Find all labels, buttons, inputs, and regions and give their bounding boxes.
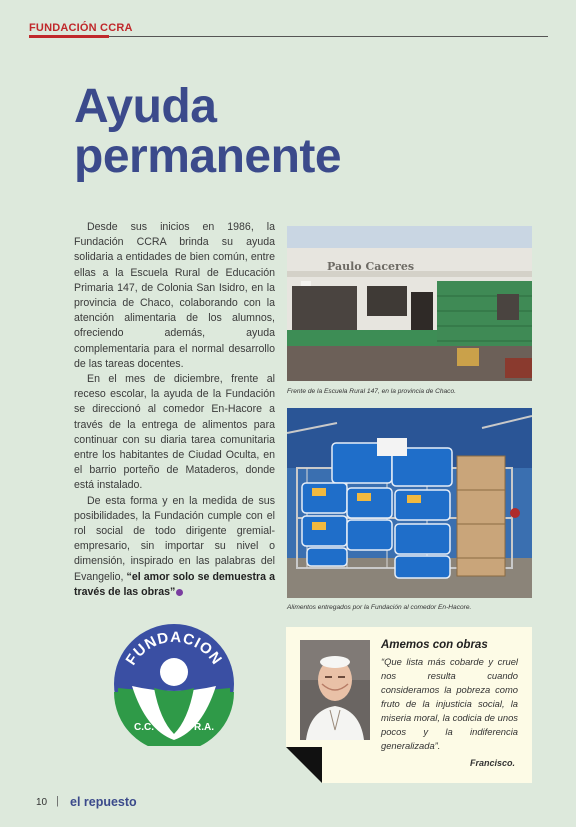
pope-francis-photo	[300, 640, 370, 740]
logo-left-text: C.C.	[134, 722, 154, 733]
section-rule-accent	[29, 35, 109, 38]
fundacion-ccra-logo	[112, 622, 236, 746]
paragraph-3	[74, 494, 275, 600]
school-caption: Frente de la Escuela Rural 147, en la provincia de Chaco.	[287, 388, 456, 395]
page-curl-corner	[286, 747, 322, 783]
logo-arc-text: FUNDACION	[122, 628, 226, 669]
title-line-2: permanente	[74, 130, 342, 183]
paragraph-2: En el mes de diciembre, frente al receso escolar, la ayuda de la Fundación se direccionó al comedor En-Hacore a través de la entrega de alimentos para continuar con su diaria tarea comunitaria entre los habitantes de Ciudad Oculta, en el barrio porteño de Mataderos, donde está instalado.	[74, 373, 275, 492]
article-body	[74, 220, 275, 600]
footer-separator: |	[56, 795, 59, 807]
end-mark-icon	[176, 589, 183, 596]
page-number: 10	[36, 797, 48, 808]
food-caption: Alimentos entregados por la Fundación al comedor En-Hacore.	[287, 604, 472, 611]
title-line-1: Ayuda	[74, 80, 217, 133]
school-sign: Paulo Caceres	[327, 260, 415, 273]
school-photo	[287, 226, 532, 381]
logo-right-text: R.A.	[194, 722, 214, 733]
gospel-quote: “el amor solo se demuestra a través de las obras”	[74, 570, 275, 598]
paragraph-1: Desde sus inicios en 1986, la Fundación CCRA brinda su ayuda solidaria a entidades de bien común, entre ellas a la Escuela Rural de Educación Primaria 147, de Colonia San Isidro, en la provincia de Chaco, colaborando con la atención alimentaria de los alumnos, ofreciendo además, ayuda complementaria para el normal desarrollo de las tareas docentes.	[74, 221, 275, 370]
quote-author: Francisco.	[470, 758, 516, 768]
food-donation-photo	[287, 408, 532, 598]
quote-text: “Que lista más cobarde y cruel nos resulta cuando consideramos la pobreza como fruto de la injusticia social, la miseria moral, la codicia de unos pocos y la indiferencia generalizada”.	[381, 656, 518, 751]
section-label: FUNDACIÓN CCRA	[29, 22, 133, 34]
paragraph-3-lead: De esta forma y en la medida de sus posibilidades, la Fundación cumple con el rol social de todo dirigente gremial-empresario, sin importar su nivel o dimensión, inspirado en las palabras del Evangelio,	[74, 494, 275, 583]
magazine-name: el repuesto	[70, 795, 137, 809]
article-title	[74, 82, 341, 182]
quote-heading: Amemos con obras	[381, 639, 488, 651]
